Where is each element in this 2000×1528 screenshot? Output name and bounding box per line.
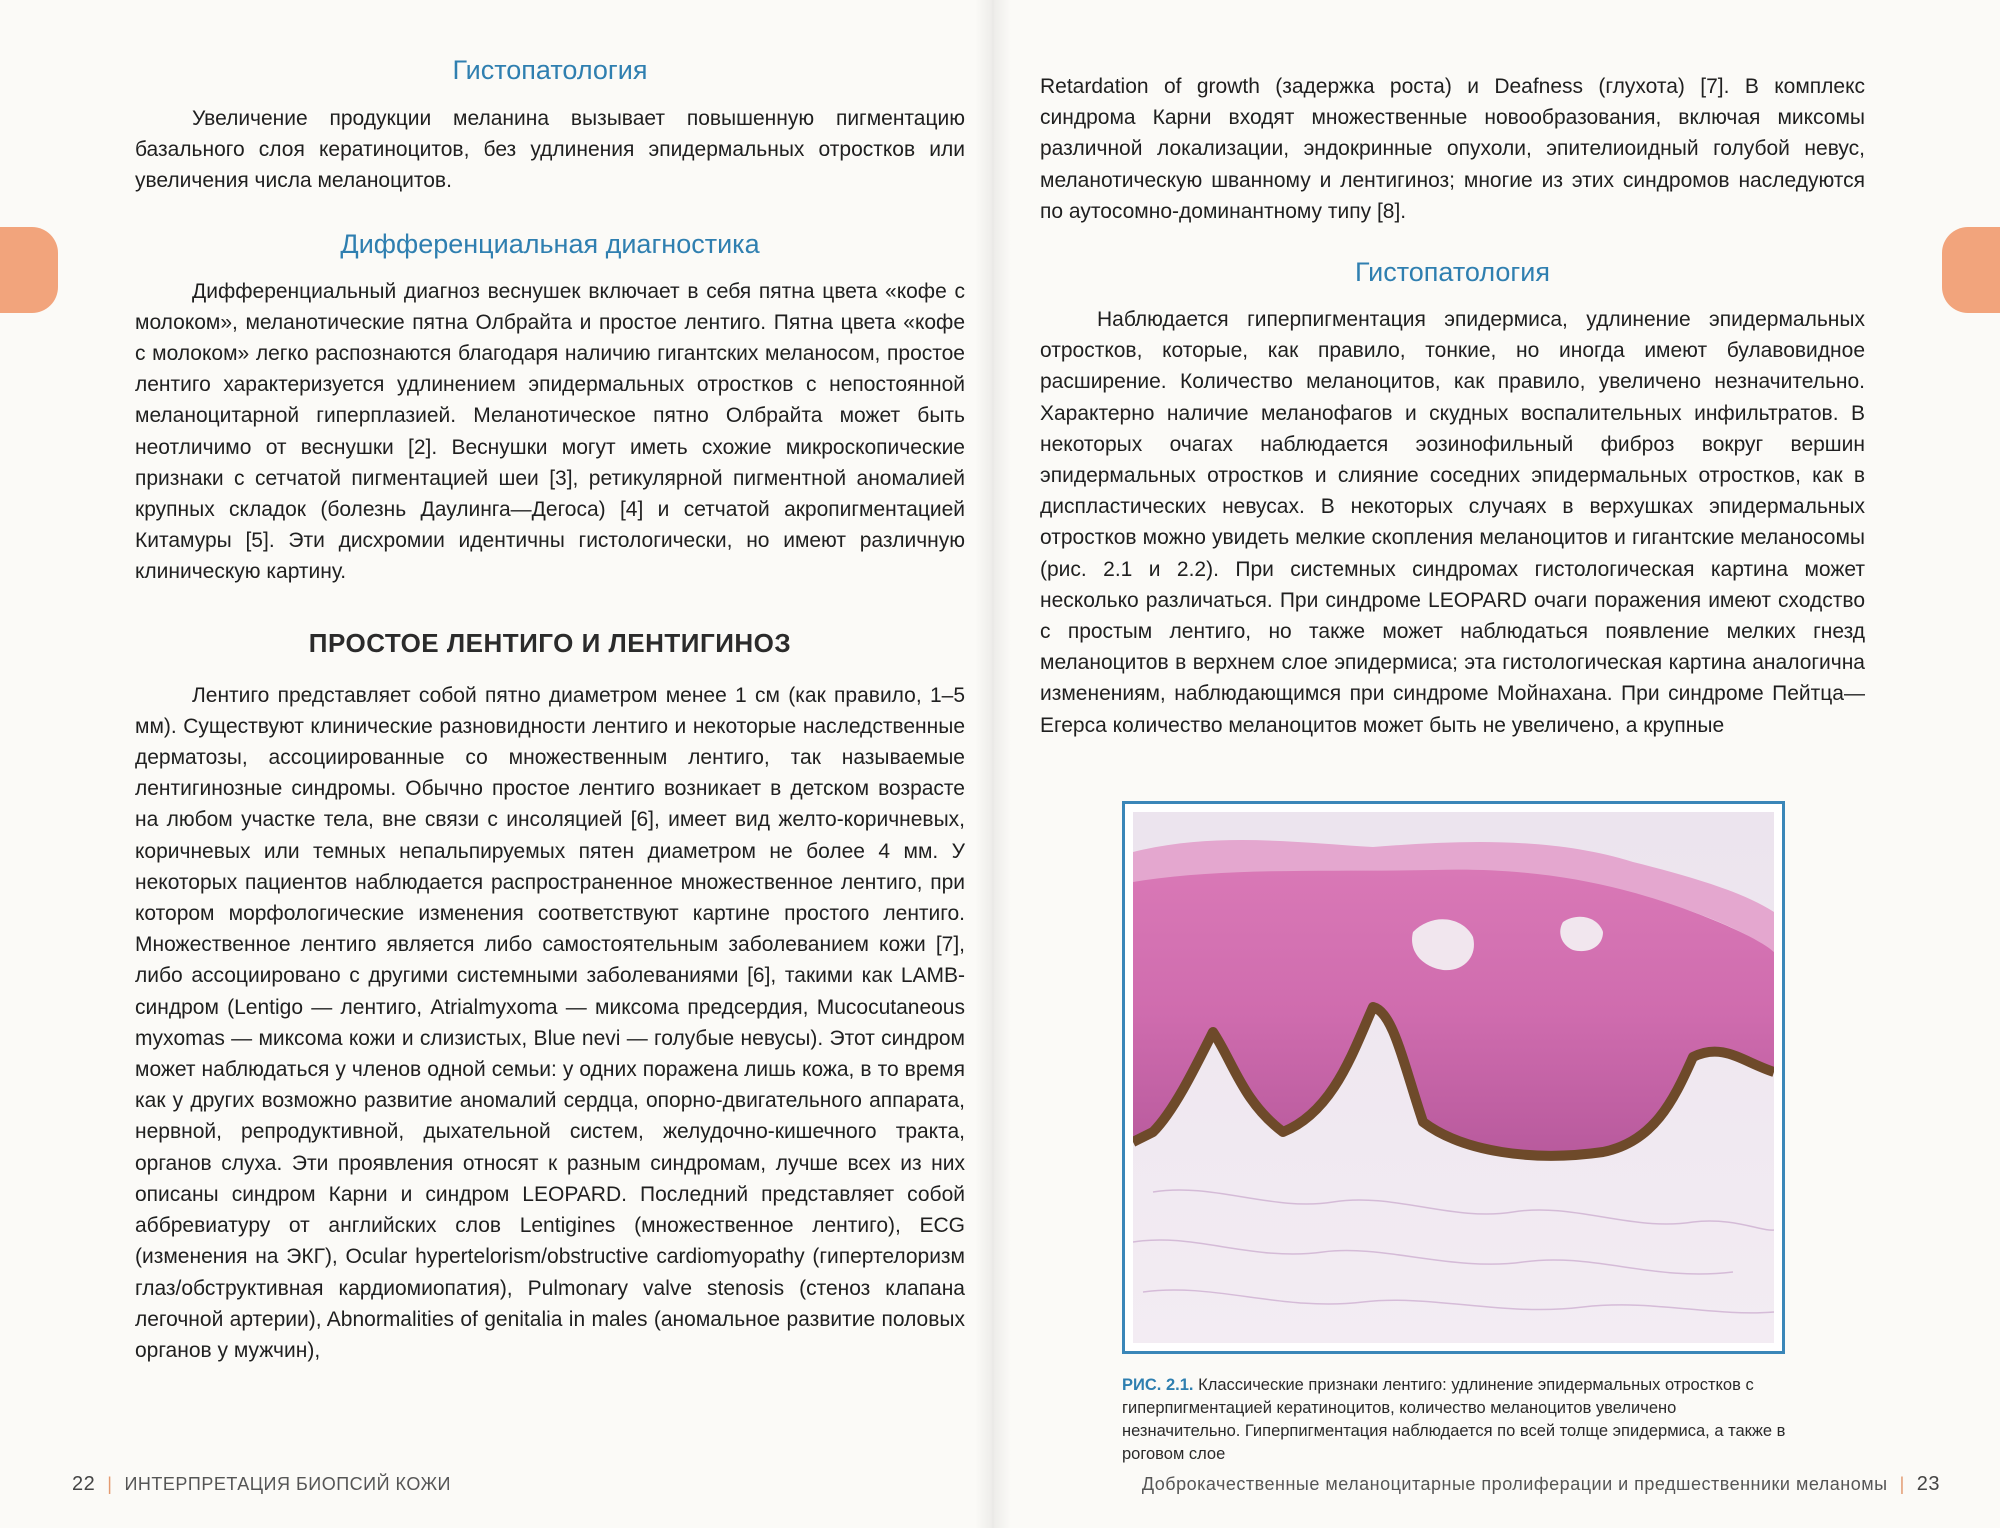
figure-label: РИС. 2.1.: [1122, 1376, 1194, 1394]
lentigo-paragraph: Лентиго представляет собой пятно диаметром менее 1 см (как правило, 1–5 мм). Существуют клинические разновидности лентиго и некоторые наследственные дерматозы, ассоциированные со множественным лентиго, так называемые лентигинозные синдромы. Обычно простое лентиго возникает в детском возрасте на любом участке тела, вне связи с инсоляцией [6], имеет вид желто-коричневых, коричневых или темных непальпируемых пятен диаметром не более 4 мм. У некоторых пациентов наблюдается распространенное множественное лентиго, при котором морфологические изменения соответствуют картине простого лентиго. Множественное лентиго является либо самостоятельным заболеванием кожи [7], либо ассоциировано с другими системными заболеваниями [6], такими как LAMB-синдром (Lentigo — лентиго, Atrialmyxoma — миксома предсердия, Mucocutaneous myxomas — миксома кожи и слизистых, Blue nevi — голубые невусы). Этот синдром может наблюдаться у членов одной семьи: у одних поражена лишь кожа, в то время как у других возможно развитие аномалий сердца, опорно-двигательного аппарата, нервной, репродуктивной, дыхательной систем, желудочно-кишечного тракта, органов слуха. Эти проявления относят к разным синдромам, лучше всех из них описаны синдром Карни и синдром LEOPARD. Последний представляет собой аббревиатуру от английских слов Lentigines (множественное лентиго), ECG (изменения на ЭКГ), Ocular hypertelorism/obstructive cardiomyopathy (гипертелоризм глаз/обструктивная кардиомиопатия), Pulmonary valve stenosis (стеноз клапана легочной артерии), Abnormalities of genitalia in males (аномальное развитие половых органов у мужчин),: [135, 683, 965, 1362]
differential-paragraph: Дифференциальный диагноз веснушек включает в себя пятна цвета «кофе с молоком», меланотические пятна Олбрайта и простое лентиго. Пятна цвета «кофе с молоком» легко распознаются благодаря наличию гигантских меланосом, простое лентиго характеризуется удлинением эпидермальных отростков с непостоянной меланоцитарной гиперплазией. Меланотическое пятно Олбрайта может быть неотличимо от веснушки [2]. Веснушки могут иметь схожие микроскопические признаки с сетчатой пигментацией шеи [3], ретикулярной пигментной аномалией крупных складок (болезнь Даулинга—Дегоса) [4] и сетчатой акропигментацией Китамуры [5]. Эти дисхромии идентичны гистологически, но имеют различную клиническую картину.: [135, 279, 965, 584]
page-number-right: 23: [1916, 1473, 1940, 1495]
histopathology-paragraph-right: Наблюдается гиперпигментация эпидермиса, удлинение эпидермальных отростков, которые, как правило, тонкие, но иногда имеют булавовидное расширение. Количество меланоцитов, как правило, увеличено незначительно. Характерно наличие меланофагов и скудных воспалительных инфильтратов. В некоторых очагах наблюдается эозинофильный фиброз вокруг вершин эпидермальных отростков и слияние соседних эпидермальных отростков, как в диспластических невусах. В некоторых случаях в верхушках эпидермальных отростков можно увидеть мелкие скопления меланоцитов и гигантские меланосомы (рис. 2.1 и 2.2). При системных синдромах гистологическая картина может несколько различаться. При синдроме LEOPARD очаги поражения имеют сходство с простым лентиго, но также может наблюдаться появление мелких гнезд меланоцитов в верхнем слое эпидермиса; эта гистологическая картина аналогична изменениям, наблюдающимся при синдроме Мойнахана. При синдроме Пейтца—Егерса количество меланоцитов может быть не увеличено, а крупные: [1040, 308, 1865, 737]
book-gutter: [975, 0, 1011, 1528]
figure-caption: [1122, 1374, 1792, 1466]
running-title-left: ИНТЕРПРЕТАЦИЯ БИОПСИЙ КОЖИ: [124, 1474, 451, 1494]
section-title-differential: Дифференциальная диагностика: [340, 228, 760, 259]
right-thumb-tab: [1942, 227, 2000, 313]
continuation-paragraph: Retardation of growth (задержка роста) и Deafness (глухота) [7]. В комплекс синдрома Карни входят множественные новообразования, включая миксомы различной локализации, эндокринные опухоли, эпителиоидный голубой невус, меланотическую шванному и лентигиноз; многие из этих синдромов наследуются по аутосомно-доминантному типу [8].: [1040, 75, 1865, 223]
section-title-histopathology: Гистопатология: [452, 55, 648, 85]
histopathology-paragraph: Увеличение продукции меланина вызывает повышенную пигментацию базального слоя кератиноцитов, без удлинения эпидермальных отростков или увеличения числа меланоцитов.: [135, 107, 965, 193]
right-footer: Доброкачественные меланоцитарные пролиферации и предшественники меланомы | 23: [1141, 1473, 1940, 1495]
figure-caption-text: Классические признаки лентиго: удлинение эпидермальных отростков с гиперпигментацией кератиноцитов, количество меланоцитов увеличено незначительно. Гиперпигментация наблюдается по всей толще эпидермиса, а также в роговом слое: [1122, 1376, 1786, 1463]
running-title-right: Доброкачественные меланоцитарные пролиферации и предшественники меланомы: [1141, 1474, 1888, 1494]
page-number-left: 22: [72, 1473, 96, 1495]
left-page: [135, 0, 965, 1366]
section-title-histopathology-right: Гистопатология: [1355, 257, 1550, 288]
left-footer: 22 | ИНТЕРПРЕТАЦИЯ БИОПСИЙ КОЖИ: [72, 1473, 451, 1495]
left-thumb-tab: [0, 227, 58, 313]
histology-micrograph: [1133, 812, 1774, 1343]
figure-2-1: [1122, 801, 1785, 1354]
right-page: [1040, 0, 1865, 741]
chapter-title: ПРОСТОЕ ЛЕНТИГО И ЛЕНТИГИНОЗ: [308, 627, 792, 658]
